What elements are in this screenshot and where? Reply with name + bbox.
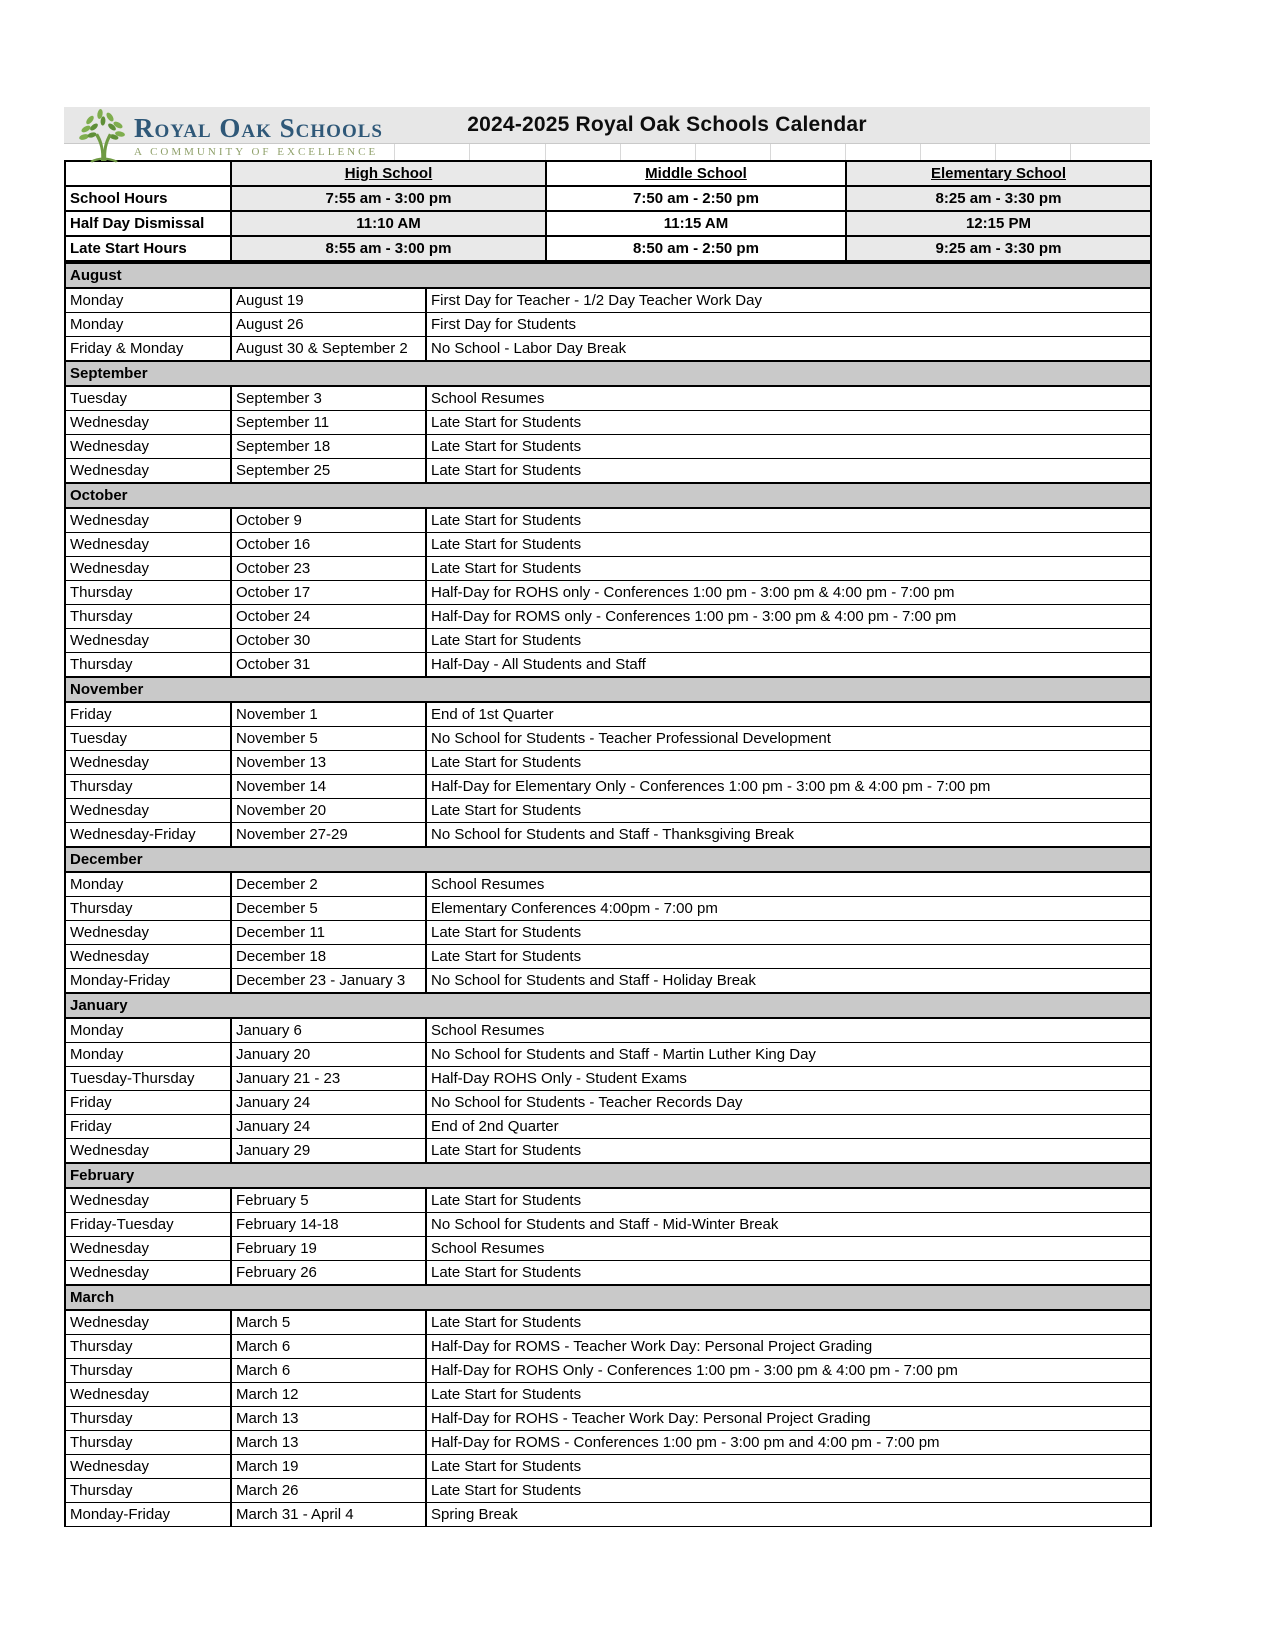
hours-value: 7:55 am - 3:00 pm — [231, 186, 546, 211]
table-row — [65, 1237, 1151, 1261]
month-band-row — [65, 677, 1151, 702]
event-date-cell: October 16 — [231, 533, 426, 557]
event-date-cell: March 26 — [231, 1479, 426, 1503]
event-day-cell: Wednesday — [65, 799, 231, 823]
event-event-cell: Half-Day - All Students and Staff — [426, 653, 1151, 678]
event-event-cell: Late Start for Students — [426, 921, 1151, 945]
event-date-cell: February 5 — [231, 1188, 426, 1213]
table-row — [65, 337, 1151, 362]
event-date-cell: October 9 — [231, 508, 426, 533]
event-date-cell: March 19 — [231, 1455, 426, 1479]
row-label: Half Day Dismissal — [65, 211, 231, 236]
table-row — [65, 1503, 1151, 1527]
page-title: 2024-2025 Royal Oak Schools Calendar — [467, 113, 867, 136]
event-date-cell: February 14-18 — [231, 1213, 426, 1237]
table-row — [65, 799, 1151, 823]
event-day-cell: Tuesday — [65, 386, 231, 411]
event-day-cell: Thursday — [65, 1407, 231, 1431]
table-row — [65, 1261, 1151, 1286]
event-event-cell: Late Start for Students — [426, 1139, 1151, 1164]
table-row — [65, 1139, 1151, 1164]
monthly-events-table — [64, 262, 1152, 1527]
event-event-cell: No School for Students and Staff - Holiday Break — [426, 969, 1151, 994]
event-date-cell: December 5 — [231, 897, 426, 921]
table-row — [65, 629, 1151, 653]
event-date-cell: January 29 — [231, 1139, 426, 1164]
event-day-cell: Wednesday — [65, 459, 231, 484]
event-day-cell: Thursday — [65, 581, 231, 605]
month-header-november: November — [65, 677, 1151, 702]
document-header — [64, 107, 1150, 160]
hours-value: 8:50 am - 2:50 pm — [546, 236, 846, 261]
table-row — [65, 1479, 1151, 1503]
table-row — [65, 605, 1151, 629]
event-date-cell: August 26 — [231, 313, 426, 337]
column-header-elementary-school: Elementary School — [846, 161, 1151, 186]
table-row — [65, 581, 1151, 605]
month-header-september: September — [65, 361, 1151, 386]
month-header-march: March — [65, 1285, 1151, 1310]
event-date-cell: November 5 — [231, 727, 426, 751]
school-logo-tree-icon — [76, 107, 128, 168]
school-hours-table — [64, 160, 1152, 262]
table-row — [65, 435, 1151, 459]
hours-value: 12:15 PM — [846, 211, 1151, 236]
table-row — [65, 1188, 1151, 1213]
event-event-cell: Late Start for Students — [426, 1261, 1151, 1286]
event-day-cell: Wednesday — [65, 1139, 231, 1164]
event-date-cell: March 13 — [231, 1431, 426, 1455]
event-date-cell: March 6 — [231, 1359, 426, 1383]
hours-value: 7:50 am - 2:50 pm — [546, 186, 846, 211]
event-day-cell: Wednesday — [65, 921, 231, 945]
school-logo-name: Royal Oak Schools — [134, 113, 383, 143]
calendar-table-body — [65, 263, 1151, 1527]
event-event-cell: Late Start for Students — [426, 945, 1151, 969]
event-event-cell: School Resumes — [426, 386, 1151, 411]
event-date-cell: November 27-29 — [231, 823, 426, 848]
event-event-cell: Half-Day for ROMS - Teacher Work Day: Personal Project Grading — [426, 1335, 1151, 1359]
event-event-cell: Elementary Conferences 4:00pm - 7:00 pm — [426, 897, 1151, 921]
month-band-row — [65, 483, 1151, 508]
event-date-cell: September 18 — [231, 435, 426, 459]
month-band-row — [65, 1163, 1151, 1188]
table-row — [65, 557, 1151, 581]
event-date-cell: February 19 — [231, 1237, 426, 1261]
table-row — [65, 288, 1151, 313]
event-date-cell: November 20 — [231, 799, 426, 823]
month-band-row — [65, 361, 1151, 386]
event-day-cell: Wednesday — [65, 557, 231, 581]
event-date-cell: February 26 — [231, 1261, 426, 1286]
event-date-cell: January 21 - 23 — [231, 1067, 426, 1091]
event-day-cell: Thursday — [65, 897, 231, 921]
table-row — [65, 533, 1151, 557]
event-event-cell: Half-Day for ROHS only - Conferences 1:00 pm - 3:00 pm & 4:00 pm - 7:00 pm — [426, 581, 1151, 605]
table-row — [65, 1431, 1151, 1455]
hours-value: 8:25 am - 3:30 pm — [846, 186, 1151, 211]
event-event-cell: School Resumes — [426, 1018, 1151, 1043]
event-day-cell: Wednesday — [65, 1310, 231, 1335]
event-day-cell: Monday — [65, 872, 231, 897]
table-row — [65, 1455, 1151, 1479]
month-band-row — [65, 1285, 1151, 1310]
event-day-cell: Wednesday — [65, 1188, 231, 1213]
month-header-december: December — [65, 847, 1151, 872]
event-day-cell: Monday — [65, 1043, 231, 1067]
event-event-cell: Late Start for Students — [426, 751, 1151, 775]
table-row — [65, 775, 1151, 799]
event-event-cell: No School for Students - Teacher Records Day — [426, 1091, 1151, 1115]
table-row — [65, 727, 1151, 751]
month-header-february: February — [65, 1163, 1151, 1188]
late-start-hours-row — [65, 236, 1151, 261]
event-day-cell: Monday — [65, 313, 231, 337]
event-date-cell: October 17 — [231, 581, 426, 605]
event-event-cell: School Resumes — [426, 872, 1151, 897]
event-date-cell: January 24 — [231, 1091, 426, 1115]
column-header-middle-school: Middle School — [546, 161, 846, 186]
event-event-cell: Late Start for Students — [426, 435, 1151, 459]
event-date-cell: December 2 — [231, 872, 426, 897]
month-header-january: January — [65, 993, 1151, 1018]
event-day-cell: Thursday — [65, 1335, 231, 1359]
event-date-cell: October 31 — [231, 653, 426, 678]
event-day-cell: Thursday — [65, 775, 231, 799]
event-event-cell: Late Start for Students — [426, 533, 1151, 557]
event-day-cell: Wednesday-Friday — [65, 823, 231, 848]
hours-header-row — [65, 161, 1151, 186]
table-row — [65, 1067, 1151, 1091]
table-row — [65, 1359, 1151, 1383]
event-day-cell: Monday — [65, 1018, 231, 1043]
event-day-cell: Friday & Monday — [65, 337, 231, 362]
event-event-cell: Late Start for Students — [426, 1479, 1151, 1503]
event-date-cell: August 19 — [231, 288, 426, 313]
event-day-cell: Thursday — [65, 653, 231, 678]
row-label: Late Start Hours — [65, 236, 231, 261]
table-row — [65, 1018, 1151, 1043]
event-date-cell: March 5 — [231, 1310, 426, 1335]
event-date-cell: March 12 — [231, 1383, 426, 1407]
event-event-cell: Late Start for Students — [426, 1383, 1151, 1407]
table-row — [65, 702, 1151, 727]
school-logo — [76, 107, 383, 163]
event-date-cell: March 13 — [231, 1407, 426, 1431]
event-event-cell: Late Start for Students — [426, 1188, 1151, 1213]
event-date-cell: December 11 — [231, 921, 426, 945]
event-date-cell: December 23 - January 3 — [231, 969, 426, 994]
event-event-cell: Spring Break — [426, 1503, 1151, 1527]
event-event-cell: Late Start for Students — [426, 508, 1151, 533]
event-date-cell: October 30 — [231, 629, 426, 653]
school-hours-row — [65, 186, 1151, 211]
table-row — [65, 872, 1151, 897]
event-event-cell: Late Start for Students — [426, 1310, 1151, 1335]
event-day-cell: Friday — [65, 1091, 231, 1115]
event-event-cell: Late Start for Students — [426, 459, 1151, 484]
row-label: School Hours — [65, 186, 231, 211]
half-day-dismissal-row — [65, 211, 1151, 236]
event-date-cell: September 25 — [231, 459, 426, 484]
event-day-cell: Wednesday — [65, 1261, 231, 1286]
month-band-row — [65, 263, 1151, 288]
month-band-row — [65, 847, 1151, 872]
event-event-cell: First Day for Students — [426, 313, 1151, 337]
event-event-cell: Half-Day for Elementary Only - Conferences 1:00 pm - 3:00 pm & 4:00 pm - 7:00 pm — [426, 775, 1151, 799]
event-event-cell: No School for Students - Teacher Professional Development — [426, 727, 1151, 751]
table-row — [65, 897, 1151, 921]
event-day-cell: Wednesday — [65, 533, 231, 557]
month-header-august: August — [65, 263, 1151, 288]
table-row — [65, 1383, 1151, 1407]
table-row — [65, 386, 1151, 411]
event-event-cell: End of 2nd Quarter — [426, 1115, 1151, 1139]
event-event-cell: Late Start for Students — [426, 1455, 1151, 1479]
event-day-cell: Friday-Tuesday — [65, 1213, 231, 1237]
event-event-cell: Half-Day for ROMS only - Conferences 1:00 pm - 3:00 pm & 4:00 pm - 7:00 pm — [426, 605, 1151, 629]
event-date-cell: November 14 — [231, 775, 426, 799]
table-row — [65, 1043, 1151, 1067]
event-day-cell: Wednesday — [65, 508, 231, 533]
table-row — [65, 1335, 1151, 1359]
event-day-cell: Thursday — [65, 1479, 231, 1503]
table-row — [65, 751, 1151, 775]
event-day-cell: Tuesday — [65, 727, 231, 751]
event-date-cell: January 20 — [231, 1043, 426, 1067]
event-day-cell: Friday — [65, 702, 231, 727]
event-day-cell: Wednesday — [65, 435, 231, 459]
event-day-cell: Wednesday — [65, 1383, 231, 1407]
table-row — [65, 1091, 1151, 1115]
table-row — [65, 823, 1151, 848]
school-logo-tagline: A COMMUNITY OF EXCELLENCE — [134, 146, 379, 158]
event-day-cell: Thursday — [65, 1359, 231, 1383]
table-row — [65, 1115, 1151, 1139]
month-band-row — [65, 993, 1151, 1018]
event-date-cell: September 11 — [231, 411, 426, 435]
event-event-cell: Late Start for Students — [426, 799, 1151, 823]
event-date-cell: November 13 — [231, 751, 426, 775]
event-date-cell: January 24 — [231, 1115, 426, 1139]
event-event-cell: No School for Students and Staff - Mid-Winter Break — [426, 1213, 1151, 1237]
event-day-cell: Wednesday — [65, 629, 231, 653]
table-row — [65, 653, 1151, 678]
event-day-cell: Friday — [65, 1115, 231, 1139]
event-event-cell: No School for Students and Staff - Thanksgiving Break — [426, 823, 1151, 848]
event-date-cell: October 24 — [231, 605, 426, 629]
table-row — [65, 411, 1151, 435]
event-day-cell: Wednesday — [65, 411, 231, 435]
event-event-cell: No School for Students and Staff - Martin Luther King Day — [426, 1043, 1151, 1067]
table-row — [65, 508, 1151, 533]
event-day-cell: Monday-Friday — [65, 969, 231, 994]
event-date-cell: December 18 — [231, 945, 426, 969]
event-date-cell: November 1 — [231, 702, 426, 727]
table-row — [65, 313, 1151, 337]
event-event-cell: Late Start for Students — [426, 557, 1151, 581]
event-event-cell: Half-Day ROHS Only - Student Exams — [426, 1067, 1151, 1091]
event-date-cell: September 3 — [231, 386, 426, 411]
event-day-cell: Monday — [65, 288, 231, 313]
event-event-cell: End of 1st Quarter — [426, 702, 1151, 727]
event-day-cell: Tuesday-Thursday — [65, 1067, 231, 1091]
event-event-cell: No School - Labor Day Break — [426, 337, 1151, 362]
event-event-cell: Half-Day for ROMS - Conferences 1:00 pm - 3:00 pm and 4:00 pm - 7:00 pm — [426, 1431, 1151, 1455]
event-day-cell: Thursday — [65, 605, 231, 629]
month-header-october: October — [65, 483, 1151, 508]
table-row — [65, 921, 1151, 945]
event-event-cell: First Day for Teacher - 1/2 Day Teacher Work Day — [426, 288, 1151, 313]
event-day-cell: Wednesday — [65, 1455, 231, 1479]
event-day-cell: Monday-Friday — [65, 1503, 231, 1527]
event-day-cell: Thursday — [65, 1431, 231, 1455]
table-row — [65, 459, 1151, 484]
event-date-cell: March 6 — [231, 1335, 426, 1359]
table-row — [65, 1213, 1151, 1237]
event-date-cell: August 30 & September 2 — [231, 337, 426, 362]
event-date-cell: March 31 - April 4 — [231, 1503, 426, 1527]
event-event-cell: Late Start for Students — [426, 411, 1151, 435]
event-event-cell: Late Start for Students — [426, 629, 1151, 653]
table-row — [65, 1310, 1151, 1335]
event-date-cell: January 6 — [231, 1018, 426, 1043]
event-event-cell: Half-Day for ROHS Only - Conferences 1:00 pm - 3:00 pm & 4:00 pm - 7:00 pm — [426, 1359, 1151, 1383]
hours-value: 11:10 AM — [231, 211, 546, 236]
hours-value: 11:15 AM — [546, 211, 846, 236]
hours-value: 9:25 am - 3:30 pm — [846, 236, 1151, 261]
calendar-document — [64, 107, 1150, 1527]
column-header-high-school: High School — [231, 161, 546, 186]
hours-value: 8:55 am - 3:00 pm — [231, 236, 546, 261]
event-event-cell: Half-Day for ROHS - Teacher Work Day: Personal Project Grading — [426, 1407, 1151, 1431]
event-day-cell: Wednesday — [65, 751, 231, 775]
table-row — [65, 969, 1151, 994]
table-row — [65, 1407, 1151, 1431]
event-day-cell: Wednesday — [65, 945, 231, 969]
event-date-cell: October 23 — [231, 557, 426, 581]
event-day-cell: Wednesday — [65, 1237, 231, 1261]
event-event-cell: School Resumes — [426, 1237, 1151, 1261]
table-row — [65, 945, 1151, 969]
